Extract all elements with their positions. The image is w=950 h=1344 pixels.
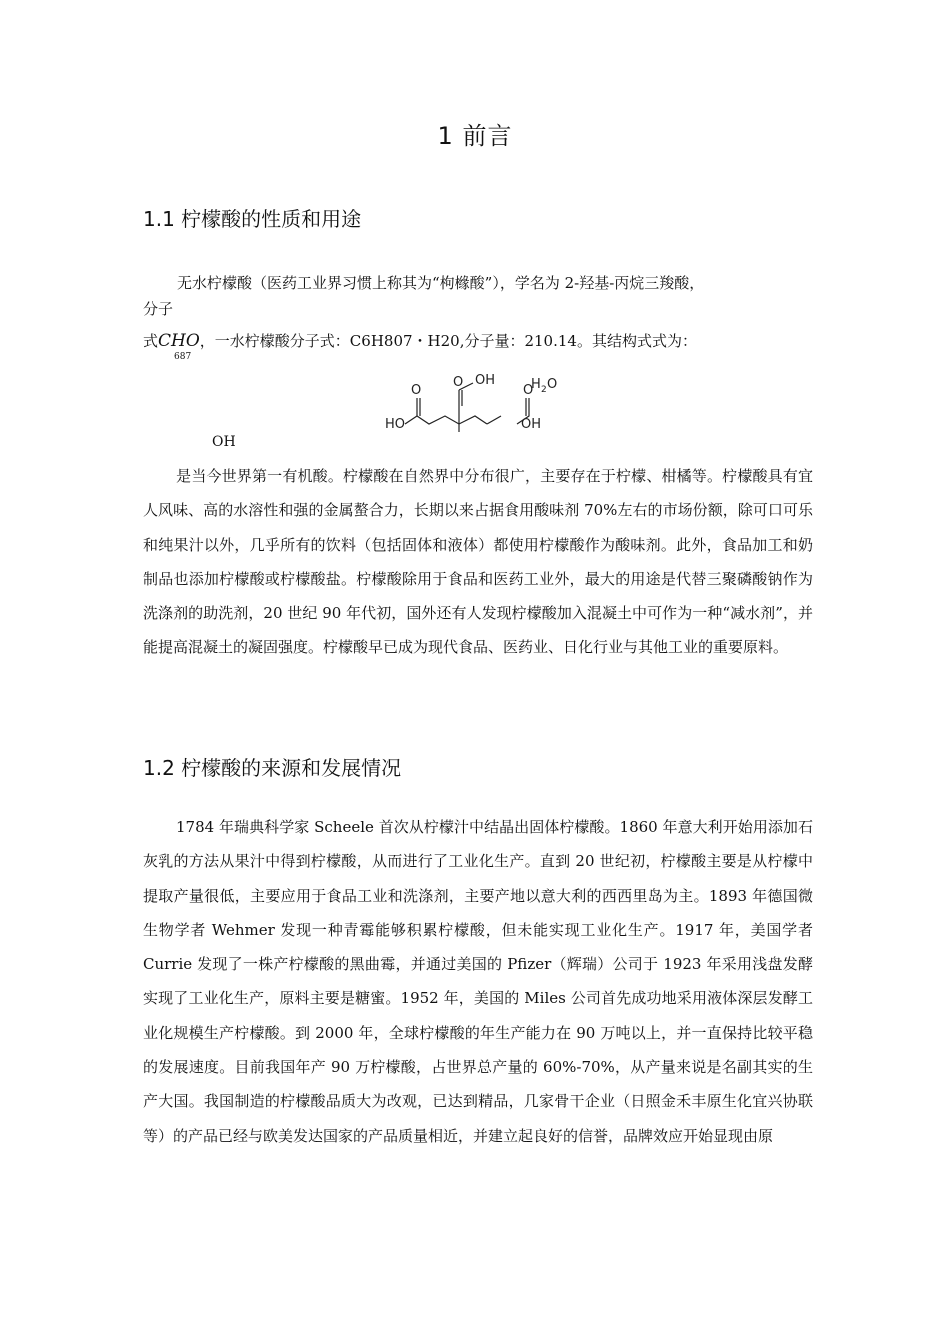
formula-chem: CHO (158, 331, 200, 351)
formula-rest: ，一水柠檬酸分子式：C6H807・H20,分子量：210.14。其结构式式为： (199, 332, 697, 350)
label-o-right: O (523, 383, 534, 398)
section-1-2-body (143, 810, 813, 1153)
formula-subscripts: 687 (174, 352, 192, 362)
label-oh-right: OH (521, 417, 542, 432)
intro-line-1: 无水柠檬酸（医药工业界习惯上称其为“枸橼酸”），学名为 2-羟基-丙烷三羧酸， (177, 274, 705, 292)
label-water-sub: 2 (541, 385, 547, 395)
label-ho: HO (385, 417, 406, 432)
label-water-h: H (531, 377, 541, 392)
formula-line (143, 330, 697, 351)
section-1-1-body-text: 是当今世界第一有机酸。柠檬酸在自然界中分布很广，主要存在于柠檬、柑橘等。柠檬酸具有宜人风味、高的水溶性和强的金属螯合力，长期以来占据食用酸味剂 70%左右的市场份额，除可口可乐和纯果汁以外，几乎所有的饮料（包括固体和液体）都使用柠檬酸作为酸味剂。此外，食品加工和奶制品也添加柠檬酸或柠檬酸盐。柠檬酸除用于食品和医药工业外，最大的用途是代替三聚磷酸钠作为洗涤剂的助洗剂，20 世纪 90 年代初，国外还有人发现柠檬酸加入混凝土中可作为一种“减水剂”，并能提高混凝土的凝固强度。柠檬酸早已成为现代食品、医药业、日化行业与其他工业的重要原料。 (143, 467, 813, 657)
citric-acid-structure-diagram (383, 370, 583, 438)
section-heading-1-1: 1.1 柠檬酸的性质和用途 (143, 207, 362, 231)
label-water-o: O (547, 377, 558, 392)
page-title: 1 前言 (437, 122, 513, 150)
label-o-top: O (453, 375, 464, 390)
section-1-2-body-text: 1784 年瑞典科学家 Scheele 首次从柠檬汁中结晶出固体柠檬酸。1860 年意大利开始用添加石灰乳的方法从果汁中得到柠檬酸，从而进行了工业化生产。直到 20 世纪初，柠檬酸主要是从柠檬中提取产量很低，主要应用于食品工业和洗涤剂，主要产地以意大利的西西里岛为主。1893 年德国微生物学者 Wehmer 发现一种青霉能够积累柠檬酸，但未能实现工业化生产。1917 年，美国学者 Currie 发现了一株产柠檬酸的黑曲霉，并通过美国的 Pfizer（辉瑞）公司于 1923 年采用浅盘发酵实现了工业化生产，原料主要是糖蜜。1952 年，美国的 Miles 公司首先成功地采用液体深层发酵工业化规模生产柠檬酸。到 2000 年，全球柠檬酸的年生产能力在 90 万吨以上，并一直保持比较平稳的发展速度。目前我国年产 90 万柠檬酸，占世界总产量的 60%-70%，从产量来说是名副其实的生产大国。我国制造的柠檬酸品质大为改观，已达到精品，几家骨干企业（日照金禾丰原生化宜兴协联等）的产品已经与欧美发达国家的产品质量相近，并建立起良好的信誉，品牌效应开始显现由原 (143, 818, 813, 1145)
label-o-left: O (411, 383, 422, 398)
label-oh-top: OH (475, 373, 496, 388)
formula-prefix: 式 (143, 332, 159, 350)
section-heading-1-2: 1.2 柠檬酸的来源和发展情况 (143, 756, 402, 780)
intro-line-2: 分子 (143, 300, 174, 318)
section-1-1-body (143, 459, 813, 665)
oh-label: OH (212, 434, 236, 450)
